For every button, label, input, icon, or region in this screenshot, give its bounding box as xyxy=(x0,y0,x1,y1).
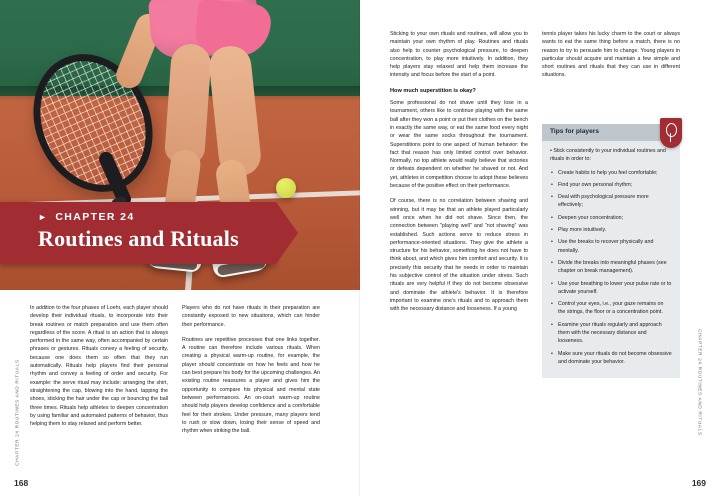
tips-box-title: Tips for players xyxy=(550,128,599,135)
running-head-right: CHAPTER 24 ROUTINES AND RITUALS xyxy=(697,329,703,436)
page-number-right: 169 xyxy=(691,478,706,488)
tennis-ball-icon xyxy=(276,178,296,198)
tips-box-body xyxy=(542,141,680,378)
list-item: • Find your own personal rhythm; xyxy=(558,181,672,189)
tips-sublist xyxy=(550,169,672,235)
chapter-arrow-icon: ► xyxy=(38,212,49,222)
paragraph: Routines are repetitive processes that one links together. A routine can therefore include various rituals. When creating a physical warm-up routine, for example, the player should concentrate on how he feels and how he can best prepare his body for the upcoming challenges. An existing routine reassures a player and gives him the opportunity to compare his physical and mental state between performances. An on-court warm-up routine should help players develop confidence and a comfortable feel for their strokes. Under pressure, many players tend to rush or slow down, losing their sense of speed and rhythm when striking the ball. xyxy=(182,336,320,435)
paragraph: Of course, there is no correlation between shaving and winning, but it may be that an athlete played particularly well once when he did not shave. Since then, the connection between "playing well" and "not shaving" was established. Such actions serve to reduce stress in performance-oriented situations. They give the athlete a structure for his behavior, something he does not have to think about, and which gives him comfort and security. It is precisely this security that he needs in order to maintain his subjective control of the situation under stress. Such rituals are very helpful if they do not become obsessive and dominate the athlete's behavior. It is therefore important to examine one's rituals and to approach them with the necessary distance and looseness. If a young xyxy=(390,198,528,313)
list-item: • Divide the breaks into meaningful phases (see chapter on break management). xyxy=(558,259,672,276)
list-item: • Deal with psychological pressure more effectively; xyxy=(558,193,672,210)
left-column-1 xyxy=(30,304,168,435)
paragraph: Some professional do not shave until they lose in a tournament, others like to continue playing with the same ball after they won a point or put their clothes on the bench in exactly the same way, or eat the same food every night or wear the same socks throughout the tournament. Superstitions point to one aspect of human behavior: the fact that reason has only limited control over behavior. Normally, no top athlete would really believe that victories or defeats dependent on whether he shaved or not. And yet, athletes in competition choose to adopt these believes because of the positive effect on their performance. xyxy=(390,100,528,190)
list-item: • Play more intuitively. xyxy=(558,226,672,234)
list-item: • Deepen your concentration; xyxy=(558,214,672,222)
left-column-2 xyxy=(182,304,320,442)
paragraph: Sticking to your own rituals and routines, will allow you to maintain your own rhythm of play. Routines and rituals also help to counter psychological pressure, to deepen concentration, to play more intuitively. In addition, they help players stay relaxed and help them increase the intensity and focus before the start of a point. xyxy=(390,31,528,79)
paragraph: In addition to the four phases of Loehr, each player should develop their individual rituals, to incorporate into their break routines or match preparation and use them often regardless of the score. A ritual is an action that is always performed in the same way, often accompanied by certain phrases or gestures. Rituals convey a feeling of security, because one does them so often that they run automatically. Rituals help players find their personal rhythm and convey a feeling of order and security. For example: the serve ritual may include: arranging the shirt, straightening the cap, blowing into the hand, tapping the shoes, sticking the hair under the cap or bouncing the ball three times. Rituals help athletes to deepen concentration by using familiar and automated patterns of behavior, thus helping them to stay relaxed and perform better. xyxy=(30,305,168,428)
page-title: Routines and Rituals xyxy=(38,226,239,251)
racket-handle-shape xyxy=(670,133,671,142)
racket-head-shape xyxy=(666,123,677,137)
list-item: • Control your eyes, i.e., your gaze remains on the strings, the floor or a concentration point. xyxy=(558,300,672,317)
chapter-banner xyxy=(0,202,276,264)
chapter-number-label: CHAPTER 24 xyxy=(55,211,135,223)
right-page xyxy=(360,0,720,496)
list-item: • Use the breaks to recover physically and mentally. xyxy=(558,238,672,255)
section-subheading: How much superstition is okay? xyxy=(390,87,476,94)
tips-list xyxy=(550,238,672,366)
list-item: • Examine your rituals regularly and approach them with the necessary distance and looseness. xyxy=(558,321,672,346)
right-column-1 xyxy=(390,30,528,321)
tips-intro: • Stick consistently to your individual routines and rituals in order to: xyxy=(550,148,666,163)
paragraph: tennis player takes his lucky charm to the court or always wants to eat the same thing before a match, there is no reason to try to persuade him to change. Young players in particular should acquire and maintain a few simple and short routines and rituals that they can use in different situations. xyxy=(542,31,680,79)
tips-box-header xyxy=(542,124,680,141)
banner-arrow-shape xyxy=(276,202,298,264)
right-column-2 xyxy=(542,30,680,87)
tennis-racket-icon xyxy=(660,118,682,148)
list-item: • Create habits to help you feel comfortable; xyxy=(558,169,672,177)
tips-for-players-box xyxy=(542,124,692,378)
chapter-photo xyxy=(0,0,360,290)
list-item: • Use your breathing to lower your pulse rate or to activate yourself. xyxy=(558,280,672,297)
list-item: • Make sure your rituals do not become obsessive and dominate your behavior. xyxy=(558,350,672,367)
page-number-left: 168 xyxy=(14,478,29,488)
player-left-thigh xyxy=(164,43,212,165)
paragraph: Players who do not have rituals in their preparation are constantly exposed to new situations, which can hinder their performance. xyxy=(182,305,320,328)
running-head-left: CHAPTER 24 ROUTINES AND RITUALS xyxy=(14,359,20,466)
left-page xyxy=(0,290,360,496)
chapter-number xyxy=(38,211,135,223)
